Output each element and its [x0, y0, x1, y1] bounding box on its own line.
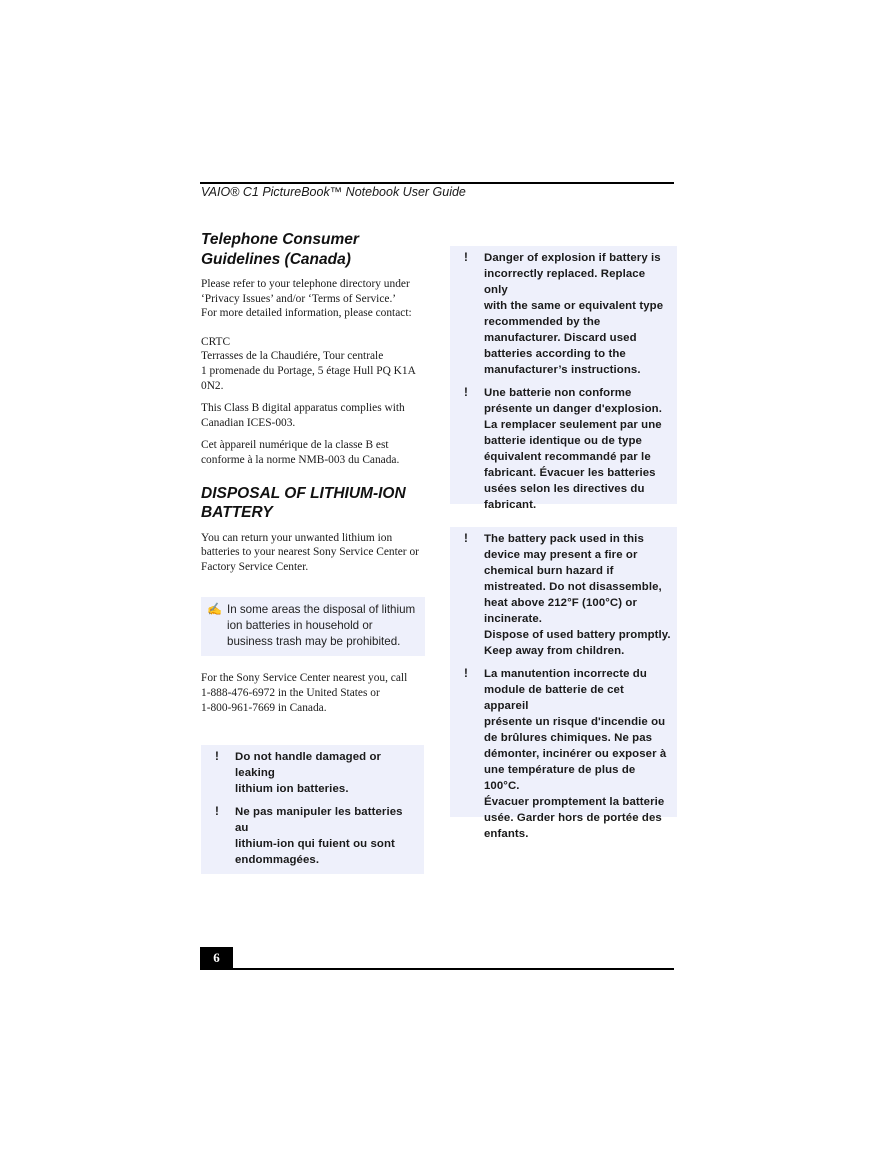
nmb-compliance: Cet àppareil numérique de la classe B est conforme à la norme NMB-003 du Canada.: [201, 439, 400, 466]
pencil-note-icon: ✍: [207, 602, 222, 617]
explosion-warning: [450, 246, 677, 511]
warning-text: Do not handle damaged or leaking lithium ion batteries.: [235, 751, 382, 796]
warning-item: [207, 749, 418, 797]
warning-icon: !: [464, 251, 468, 264]
warning-text: Ne pas manipuler les batteries au lithium-ion qui fuient ou sont endommagées.: [235, 806, 403, 867]
service-center-paragraph: For the Sony Service Center nearest you, call 1-888-476-6972 in the United States or 1-800-961-7669 in Canada.: [201, 672, 408, 714]
warning-text: La manutention incorrecte du module de batterie de cet appareil présente un risque d'incendie ou de brûlures chimiques. Ne pas démonter, incinérer ou exposer à une température de plus de 100°C. Évacuer promptement la batterie usée. Garder hors de portée des enfants.: [484, 668, 667, 840]
warning-icon: !: [464, 667, 468, 680]
warning-icon: !: [464, 386, 468, 399]
warning-item: [456, 531, 671, 659]
telephone-heading: Telephone Consumer Guidelines (Canada): [201, 231, 359, 268]
warning-item: [456, 250, 671, 378]
warning-text: Une batterie non conforme présente un danger d'explosion. La remplacer seulement par une batterie identique ou de type équivalent recommandé par le fabricant. Évacuer les batteries usées selon les directives du fabricant.: [484, 387, 662, 511]
ices-compliance: This Class B digital apparatus complies with Canadian ICES-003.: [201, 402, 405, 429]
warning-icon: !: [464, 532, 468, 545]
header-rule: [200, 182, 674, 184]
fire-hazard-warning: [450, 527, 677, 840]
page-number: 6: [200, 947, 233, 969]
warning-icon: !: [215, 750, 219, 764]
telephone-paragraph-1: Please refer to your telephone directory under ‘Privacy Issues’ and/or ‘Terms of Service.’ For more detailed information, please contact:: [201, 278, 412, 320]
disposal-note: [201, 597, 425, 656]
warning-icon: !: [215, 805, 219, 819]
left-column: [201, 230, 425, 874]
warning-text: The battery pack used in this device may present a fire or chemical burn hazard if mistreated. Do not disassemble, heat above 212°F (100°C) or incinerate. Dispose of used battery promptly. Keep away from children.: [484, 533, 671, 657]
warning-item: [456, 385, 671, 513]
disposal-heading: DISPOSAL OF LITHIUM-ION BATTERY: [201, 484, 406, 522]
disposal-paragraph-1: You can return your unwanted lithium ion batteries to your nearest Sony Service Center or Factory Service Center.: [201, 531, 419, 573]
warning-item: [207, 804, 418, 868]
crtc-address: CRTC Terrasses de la Chaudiére, Tour centrale 1 promenade du Portage, 5 étage Hull PQ K1A 0N2.: [201, 335, 416, 392]
disposal-note-text: In some areas the disposal of lithium ion batteries in household or business trash may be prohibited.: [227, 603, 416, 649]
running-title: VAIO® C1 PictureBook™ Notebook User Guide: [201, 185, 466, 199]
footer-rule: [200, 968, 674, 970]
warning-item: [456, 666, 671, 842]
leaking-battery-warning: [201, 745, 424, 874]
warning-text: Danger of explosion if battery is incorrectly replaced. Replace only with the same or equivalent type recommended by the manufacturer. Discard used batteries according to the manufacturer’s instructions.: [484, 252, 664, 376]
